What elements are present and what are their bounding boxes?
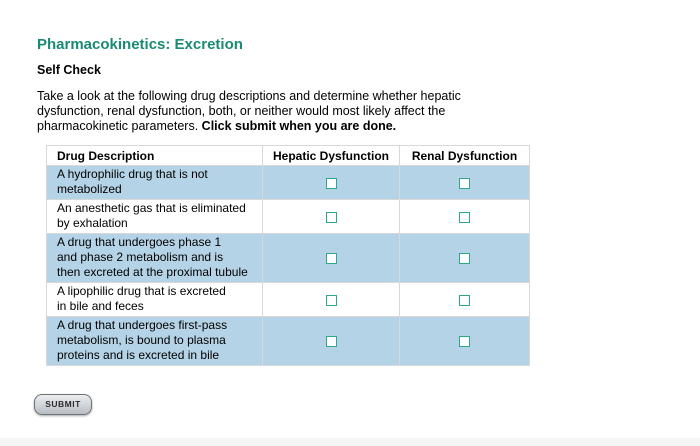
drug-description-cell [47,166,263,200]
drug-description-line: A lipophilic drug that is excreted [57,284,226,298]
renal-checkbox[interactable] [459,212,470,223]
hepatic-checkbox[interactable] [326,336,337,347]
renal-checkbox[interactable] [459,178,470,189]
drug-description-line: and phase 2 metabolism and is [57,250,224,264]
instructions [37,89,507,134]
renal-dysfunction-cell [400,200,530,234]
instructions-bold-text: Click submit when you are done. [201,119,397,133]
renal-checkbox[interactable] [459,336,470,347]
drug-description-line: in bile and feces [57,299,144,313]
instructions-text: Take a look at the following drug descriptions and determine whether hepatic dysfunction, renal dysfunction, both, or neither would most likely affect the pharmacokinetic parameters. [37,89,461,133]
drug-description-line: then excreted at the proximal tubule [57,265,248,279]
hepatic-dysfunction-cell [263,200,400,234]
hepatic-checkbox[interactable] [326,212,337,223]
hepatic-dysfunction-cell [263,317,400,366]
hepatic-checkbox[interactable] [326,295,337,306]
table-row [47,283,530,317]
column-header-drug-description: Drug Description [47,146,263,166]
table-row [47,200,530,234]
table-body [47,166,530,366]
renal-checkbox[interactable] [459,253,470,264]
table-row [47,234,530,283]
table-row [47,166,530,200]
drug-description-line: A hydrophilic drug that is not [57,167,208,181]
hepatic-checkbox[interactable] [326,253,337,264]
drug-table [46,145,530,366]
renal-dysfunction-cell [400,283,530,317]
table-header-row [47,146,530,166]
submit-button[interactable]: SUBMIT [34,394,92,415]
drug-description-line: A drug that undergoes phase 1 [57,235,222,249]
hepatic-checkbox[interactable] [326,178,337,189]
bottom-divider [0,438,700,446]
drug-description-line: metabolism, is bound to plasma [57,333,226,347]
hepatic-dysfunction-cell [263,234,400,283]
renal-dysfunction-cell [400,234,530,283]
drug-description-cell [47,317,263,366]
drug-description-cell [47,283,263,317]
drug-description-line: metabolized [57,182,122,196]
drug-description-line: by exhalation [57,216,128,230]
hepatic-dysfunction-cell [263,166,400,200]
table-row [47,317,530,366]
renal-checkbox[interactable] [459,295,470,306]
renal-dysfunction-cell [400,317,530,366]
column-header-hepatic-dysfunction: Hepatic Dysfunction [263,146,400,166]
drug-description-line: A drug that undergoes first-pass [57,318,228,332]
drug-description-cell [47,200,263,234]
drug-description-line: An anesthetic gas that is eliminated [57,201,246,215]
drug-description-line: proteins and is excreted in bile [57,348,220,362]
page-title: Pharmacokinetics: Excretion [37,36,243,53]
column-header-renal-dysfunction: Renal Dysfunction [400,146,530,166]
hepatic-dysfunction-cell [263,283,400,317]
renal-dysfunction-cell [400,166,530,200]
drug-description-cell [47,234,263,283]
page-subtitle: Self Check [37,63,101,77]
